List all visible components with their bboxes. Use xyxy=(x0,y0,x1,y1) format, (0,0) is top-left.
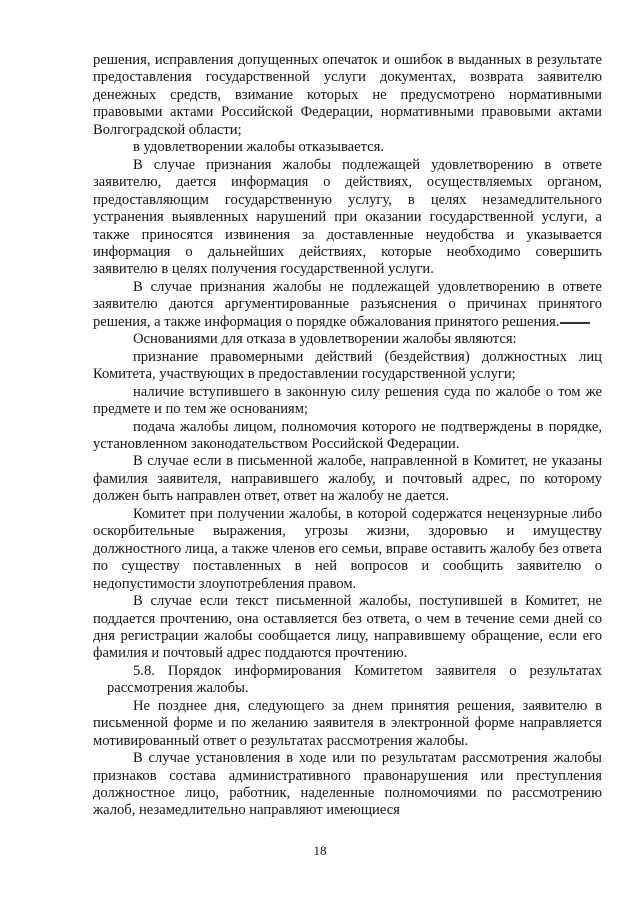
paragraph-ground-unconfirmed-authority: подача жалобы лицом, полномочия которого не подтверждены в порядке, установленном законодательством Российской Федерации. xyxy=(93,418,602,452)
paragraph-unsatisfied-complaint: В случае признания жалобы не подлежащей удовлетворению в ответе заявителю даются аргументированные разъяснения о причинах принятого решения, а также информация о порядке обжалования принятого решения. xyxy=(93,278,602,330)
paragraph-refusal: в удовлетворении жалобы отказывается. xyxy=(133,139,385,156)
paragraph-offense-detected: В случае установления в ходе или по результатам рассмотрения жалобы признаков состава административного правонарушения или преступления должностное лицо, работник, наделенные полномочиями по рассмотрению жалоб, незамедлительно направляют имеющиеся xyxy=(93,750,602,819)
paragraph-no-name-address: В случае если в письменной жалобе, направленной в Комитет, не указаны фамилия заявителя, направившего жалобу, и почтовый адрес, по которому должен быть направлен ответ, ответ на жалобу не дается. xyxy=(93,453,602,505)
scan-mark xyxy=(560,322,590,324)
paragraph-offensive-language: Комитет при получении жалобы, в которой содержатся нецензурные либо оскорбительные выражения, угрозы жизни, здоровью и имуществу должностного лица, а также членов его семьи, вправе оставить жалобу без ответа по существу поставленных в ней вопросов и сообщить заявителю о недопустимости злоупотребления правом. xyxy=(93,505,602,592)
paragraph-refusal-grounds: Основаниями для отказа в удовлетворении жалобы являются: xyxy=(133,331,517,348)
paragraph-satisfied-complaint: В случае признания жалобы подлежащей удовлетворению в ответе заявителю, дается информация о действиях, осуществляемых органом, предоставляющим государственную услугу, в целях незамедлительного устранения выявленных нарушений при оказании государственной услуги, а также приносятся извинения за доставленные неудобства и указывается информация о дальнейших действиях, которые необходимо совершить заявителю в целях получения государственной услуги. xyxy=(93,156,602,278)
paragraph-ground-court-decision: наличие вступившего в законную силу решения суда по жалобе о том же предмете и по тем же основаниям; xyxy=(93,383,602,418)
paragraph-continuation: решения, исправления допущенных опечаток и ошибок в выданных в результате предоставления государственной услуги документах, возврата заявителю денежных средств, взимание которых не предусмотрено нормативными правовыми актами Российской Федерации, нормативными правовыми актами Волгоградской области; xyxy=(93,52,602,138)
paragraph-response-deadline: Не позднее дня, следующего за днем принятия решения, заявителю в письменной форме и по желанию заявителя в электронной форме направляется мотивированный ответ о результатах рассмотрения жалобы. xyxy=(93,697,602,749)
section-heading-5-8: 5.8. Порядок информирования Комитетом заявителя о результатах рассмотрения жалобы. xyxy=(107,662,602,697)
paragraph-ground-lawful-actions: признание правомерными действий (бездействия) должностных лиц Комитета, участвующих в предоставлении государственной услуги; xyxy=(93,348,602,383)
paragraph-unreadable-text: В случае если текст письменной жалобы, поступившей в Комитет, не поддается прочтению, она оставляется без ответа, о чем в течение семи дней со дня регистрации жалобы сообщается лицу, направившему обращение, если его фамилия и почтовый адрес поддаются прочтению. xyxy=(93,593,602,662)
page-number: 18 xyxy=(313,843,327,858)
